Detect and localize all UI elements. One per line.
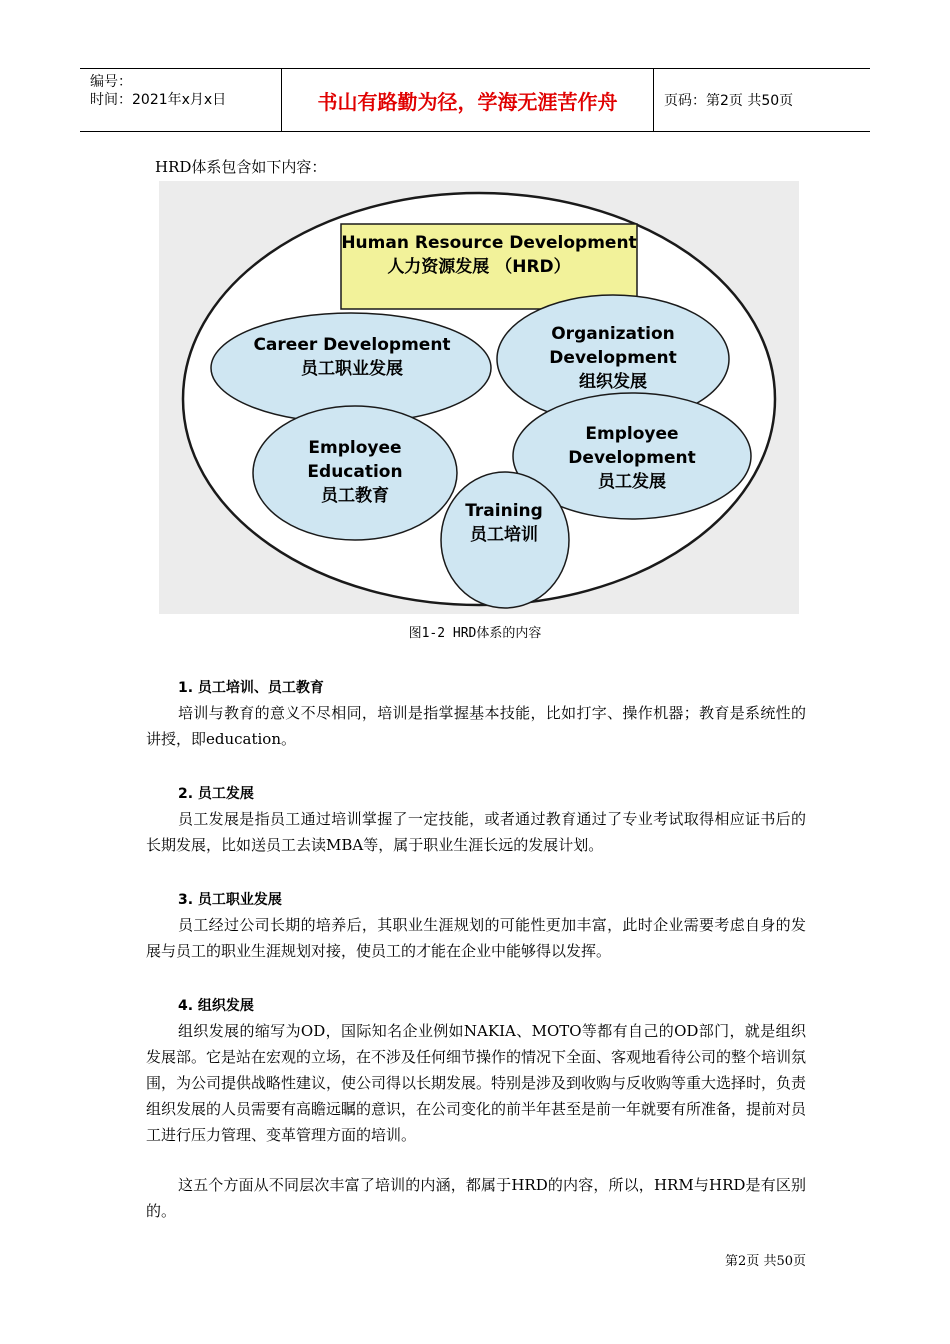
figure-caption: 图1-2 HRD体系的内容	[408, 626, 542, 641]
section-title: 3. 员工职业发展	[178, 892, 282, 908]
org-en2: Development	[549, 348, 677, 368]
hrd-title-cn: 人力资源发展 （HRD）	[387, 257, 571, 277]
development-cn: 员工发展	[598, 472, 666, 492]
section-2	[146, 782, 806, 858]
section-title: 2. 员工发展	[178, 786, 254, 802]
section-4	[146, 994, 806, 1148]
career-cn: 员工职业发展	[301, 359, 403, 379]
page-footer: 第2页 共50页	[725, 1254, 806, 1269]
intro-text: HRD体系包含如下内容：	[155, 158, 327, 176]
header-page-info: 页码：第2页 共50页	[664, 93, 794, 109]
career-en: Career Development	[253, 335, 451, 355]
education-en1: Employee	[308, 438, 402, 458]
org-en1: Organization	[551, 324, 675, 344]
section-title: 4. 组织发展	[178, 998, 254, 1014]
section-body: 员工发展是指员工通过培训掌握了一定技能，或者通过教育通过了专业考试取得相应证书后的长期发展，比如送员工去读MBA等，属于职业生涯长远的发展计划。	[146, 810, 806, 854]
education-en2: Education	[307, 462, 403, 482]
hrd-diagram	[159, 181, 799, 614]
number-label: 编号：	[90, 74, 132, 90]
header-meta	[80, 69, 282, 131]
development-en2: Development	[568, 448, 696, 468]
conclusion	[146, 1172, 806, 1224]
org-cn: 组织发展	[579, 372, 647, 392]
header-motto: 书山有路勤为径，学海无涯苦作舟	[282, 69, 654, 131]
education-cn: 员工教育	[321, 486, 389, 506]
section-body: 组织发展的缩写为OD，国际知名企业例如NAKIA、MOTO等都有自己的OD部门，就是组织发展部。它是站在宏观的立场，在不涉及任何细节操作的情况下全面、客观地看待公司的整个培训氛围，为公司提供战略性建议，使公司得以长期发展。特别是涉及到收购与反收购等重大选择时，负责组织发展的人员需要有高瞻远瞩的意识，在公司变化的前半年甚至是前一年就要有所准备，提前对员工进行压力管理、变革管理方面的培训。	[146, 1022, 807, 1144]
section-3	[146, 888, 806, 964]
section-body: 员工经过公司长期的培养后，其职业生涯规划的可能性更加丰富，此时企业需要考虑自身的发展与员工的职业生涯规划对接，使员工的才能在企业中能够得以发挥。	[146, 916, 806, 960]
conclusion-text: 这五个方面从不同层次丰富了培训的内涵，都属于HRD的内容，所以，HRM与HRD是有区别的。	[146, 1176, 806, 1220]
time-label: 时间：2021年x月x日	[90, 92, 227, 108]
hrd-title-en: Human Resource Development	[341, 233, 637, 253]
training-en: Training	[465, 501, 543, 521]
page-header	[80, 68, 870, 132]
section-title: 1. 员工培训、员工教育	[178, 680, 324, 696]
section-1	[146, 676, 806, 752]
development-en1: Employee	[585, 424, 679, 444]
training-cn: 员工培训	[470, 525, 538, 545]
section-body: 培训与教育的意义不尽相同，培训是指掌握基本技能，比如打字、操作机器；教育是系统性的讲授，即education。	[146, 704, 806, 748]
